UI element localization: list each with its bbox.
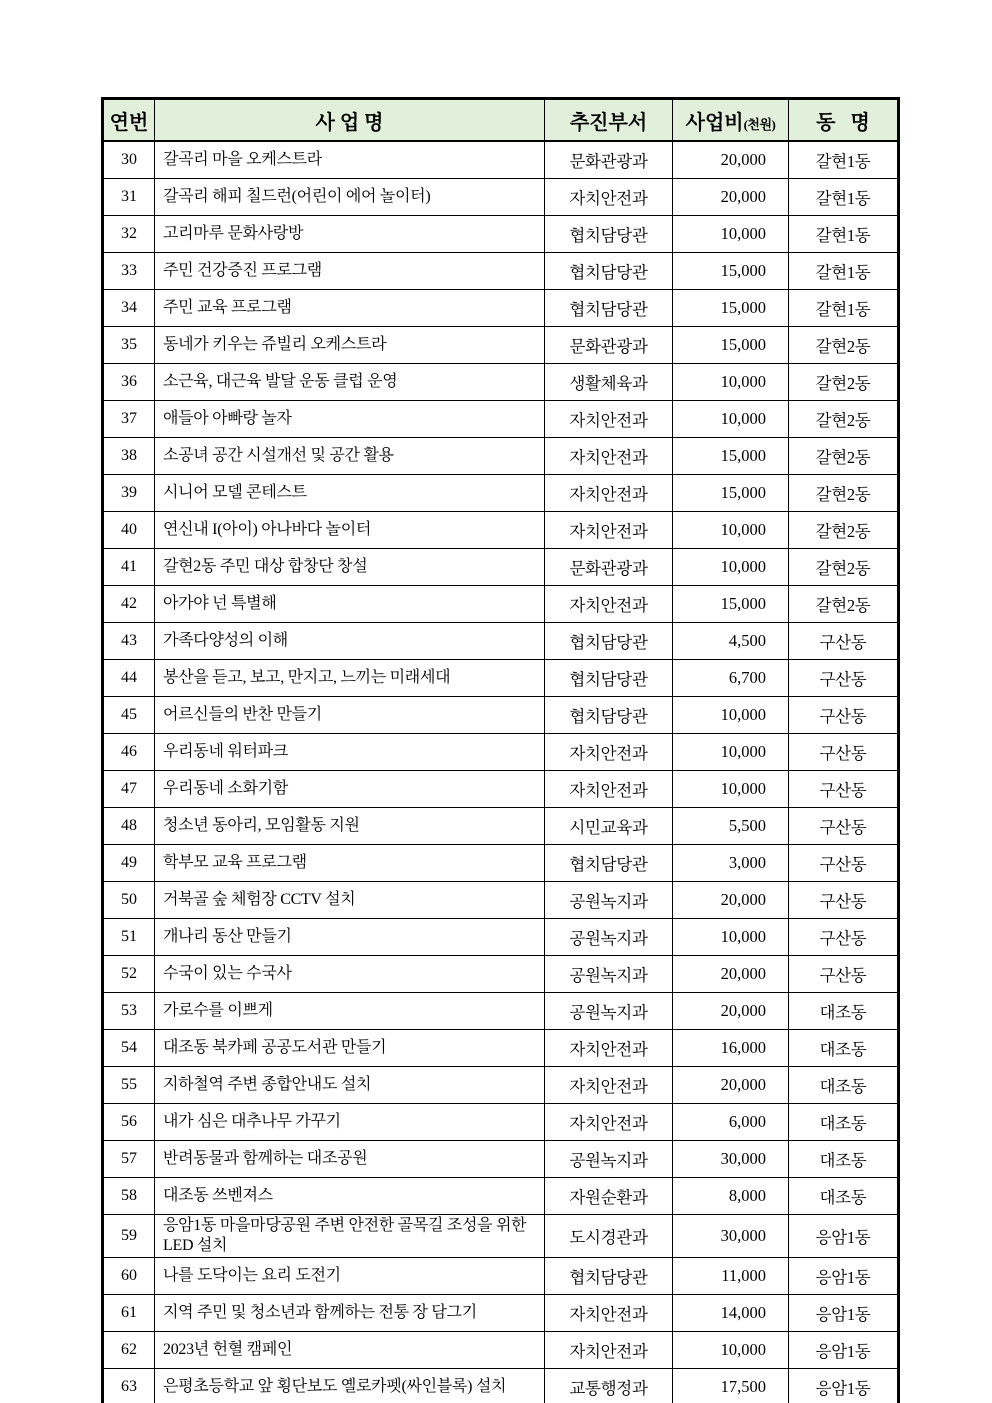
project-name: 가족다양성의 이해 xyxy=(155,623,545,660)
row-number: 51 xyxy=(103,919,155,956)
district-name: 갈현2동 xyxy=(789,586,899,623)
table-row xyxy=(103,512,899,549)
project-name: 개나리 동산 만들기 xyxy=(155,919,545,956)
budget-amount: 14,000 xyxy=(673,1295,789,1332)
district-name: 갈현2동 xyxy=(789,549,899,586)
table-row xyxy=(103,216,899,253)
row-number: 41 xyxy=(103,549,155,586)
department-name: 협치담당관 xyxy=(545,660,673,697)
district-name: 갈현1동 xyxy=(789,216,899,253)
district-name: 구산동 xyxy=(789,808,899,845)
district-name: 구산동 xyxy=(789,660,899,697)
table-row xyxy=(103,845,899,882)
table-row xyxy=(103,438,899,475)
district-name: 응암1동 xyxy=(789,1215,899,1258)
row-number: 59 xyxy=(103,1215,155,1258)
budget-amount: 15,000 xyxy=(673,586,789,623)
table-header xyxy=(103,99,899,142)
project-name: 가로수를 이쁘게 xyxy=(155,993,545,1030)
row-number: 35 xyxy=(103,327,155,364)
row-number: 62 xyxy=(103,1332,155,1369)
department-name: 협치담당관 xyxy=(545,623,673,660)
district-name: 대조동 xyxy=(789,1178,899,1215)
department-name: 자치안전과 xyxy=(545,1104,673,1141)
budget-amount: 11,000 xyxy=(673,1258,789,1295)
project-name: 주민 교육 프로그램 xyxy=(155,290,545,327)
row-number: 52 xyxy=(103,956,155,993)
table-row xyxy=(103,697,899,734)
table-row xyxy=(103,327,899,364)
budget-amount: 15,000 xyxy=(673,438,789,475)
district-name: 대조동 xyxy=(789,1141,899,1178)
project-name: 갈곡리 해피 칠드런(어린이 에어 놀이터) xyxy=(155,179,545,216)
department-name: 협치담당관 xyxy=(545,290,673,327)
department-name: 자치안전과 xyxy=(545,1067,673,1104)
row-number: 43 xyxy=(103,623,155,660)
project-name: 은평초등학교 앞 횡단보도 옐로카펫(싸인블록) 설치 xyxy=(155,1369,545,1403)
project-name: 고리마루 문화사랑방 xyxy=(155,216,545,253)
budget-amount: 10,000 xyxy=(673,919,789,956)
district-name: 구산동 xyxy=(789,623,899,660)
row-number: 37 xyxy=(103,401,155,438)
department-name: 자치안전과 xyxy=(545,771,673,808)
department-name: 자치안전과 xyxy=(545,512,673,549)
table-row xyxy=(103,808,899,845)
department-name: 협치담당관 xyxy=(545,216,673,253)
district-name: 대조동 xyxy=(789,1104,899,1141)
budget-amount: 10,000 xyxy=(673,771,789,808)
project-name: 지하철역 주변 종합안내도 설치 xyxy=(155,1067,545,1104)
project-name: 애들아 아빠랑 놀자 xyxy=(155,401,545,438)
project-name: 우리동네 워터파크 xyxy=(155,734,545,771)
project-name: 갈곡리 마을 오케스트라 xyxy=(155,141,545,179)
table-row xyxy=(103,734,899,771)
project-name: 주민 건강증진 프로그램 xyxy=(155,253,545,290)
department-name: 자치안전과 xyxy=(545,1030,673,1067)
project-name: 봉산을 듣고, 보고, 만지고, 느끼는 미래세대 xyxy=(155,660,545,697)
row-number: 34 xyxy=(103,290,155,327)
table-row xyxy=(103,1178,899,1215)
department-name: 생활체육과 xyxy=(545,364,673,401)
budget-amount: 10,000 xyxy=(673,364,789,401)
department-name: 공원녹지과 xyxy=(545,1141,673,1178)
col-header-department-label: 추진부서 xyxy=(569,111,648,134)
district-name: 갈현1동 xyxy=(789,253,899,290)
row-number: 39 xyxy=(103,475,155,512)
col-header-no-label: 연번 xyxy=(109,111,149,134)
row-number: 57 xyxy=(103,1141,155,1178)
budget-amount: 17,500 xyxy=(673,1369,789,1403)
row-number: 56 xyxy=(103,1104,155,1141)
row-number: 54 xyxy=(103,1030,155,1067)
project-name: 거북골 숲 체험장 CCTV 설치 xyxy=(155,882,545,919)
budget-amount: 20,000 xyxy=(673,993,789,1030)
col-header-district xyxy=(789,99,899,142)
table-row xyxy=(103,956,899,993)
row-number: 53 xyxy=(103,993,155,1030)
table-row xyxy=(103,1215,899,1258)
project-name: 소근육, 대근육 발달 운동 클럽 운영 xyxy=(155,364,545,401)
district-name: 응암1동 xyxy=(789,1258,899,1295)
row-number: 60 xyxy=(103,1258,155,1295)
row-number: 38 xyxy=(103,438,155,475)
department-name: 자치안전과 xyxy=(545,475,673,512)
row-number: 63 xyxy=(103,1369,155,1403)
district-name: 갈현2동 xyxy=(789,401,899,438)
table-row xyxy=(103,586,899,623)
table-row xyxy=(103,1369,899,1403)
budget-amount: 5,500 xyxy=(673,808,789,845)
table-row xyxy=(103,364,899,401)
project-name: 연신내 I(아이) 아나바다 놀이터 xyxy=(155,512,545,549)
department-name: 공원녹지과 xyxy=(545,919,673,956)
row-number: 40 xyxy=(103,512,155,549)
table-row xyxy=(103,919,899,956)
project-name: 소공녀 공간 시설개선 및 공간 활용 xyxy=(155,438,545,475)
table-row xyxy=(103,253,899,290)
project-budget-table xyxy=(101,97,900,1403)
project-name: 반려동물과 함께하는 대조공원 xyxy=(155,1141,545,1178)
row-number: 49 xyxy=(103,845,155,882)
project-name: 수국이 있는 수국사 xyxy=(155,956,545,993)
budget-amount: 16,000 xyxy=(673,1030,789,1067)
row-number: 36 xyxy=(103,364,155,401)
budget-amount: 10,000 xyxy=(673,1332,789,1369)
district-name: 갈현2동 xyxy=(789,438,899,475)
row-number: 55 xyxy=(103,1067,155,1104)
department-name: 자치안전과 xyxy=(545,586,673,623)
table-row xyxy=(103,141,899,179)
district-name: 구산동 xyxy=(789,697,899,734)
project-name: 우리동네 소화기함 xyxy=(155,771,545,808)
project-name: 학부모 교육 프로그램 xyxy=(155,845,545,882)
table-row xyxy=(103,1141,899,1178)
district-name: 구산동 xyxy=(789,882,899,919)
col-header-budget-unit: (천원) xyxy=(743,116,776,132)
row-number: 48 xyxy=(103,808,155,845)
district-name: 응암1동 xyxy=(789,1369,899,1403)
budget-amount: 15,000 xyxy=(673,475,789,512)
row-number: 33 xyxy=(103,253,155,290)
department-name: 자치안전과 xyxy=(545,734,673,771)
budget-amount: 6,700 xyxy=(673,660,789,697)
district-name: 구산동 xyxy=(789,734,899,771)
department-name: 공원녹지과 xyxy=(545,956,673,993)
project-name: 나를 도닥이는 요리 도전기 xyxy=(155,1258,545,1295)
table-row xyxy=(103,1030,899,1067)
project-name: 동네가 키우는 쥬빌리 오케스트라 xyxy=(155,327,545,364)
budget-amount: 3,000 xyxy=(673,845,789,882)
district-name: 갈현2동 xyxy=(789,512,899,549)
table-row xyxy=(103,882,899,919)
budget-amount: 6,000 xyxy=(673,1104,789,1141)
district-name: 갈현1동 xyxy=(789,179,899,216)
project-name: 대조동 북카페 공공도서관 만들기 xyxy=(155,1030,545,1067)
row-number: 32 xyxy=(103,216,155,253)
row-number: 30 xyxy=(103,141,155,179)
col-header-project-name xyxy=(155,99,545,142)
table-row xyxy=(103,549,899,586)
district-name: 응암1동 xyxy=(789,1332,899,1369)
budget-amount: 10,000 xyxy=(673,512,789,549)
department-name: 도시경관과 xyxy=(545,1215,673,1258)
department-name: 문화관광과 xyxy=(545,327,673,364)
budget-amount: 15,000 xyxy=(673,290,789,327)
district-name: 대조동 xyxy=(789,1030,899,1067)
col-header-budget-label: 사업비 xyxy=(685,111,744,134)
department-name: 협치담당관 xyxy=(545,845,673,882)
project-name: 응암1동 마을마당공원 주변 안전한 골목길 조성을 위한 LED 설치 xyxy=(155,1215,545,1258)
project-name: 대조동 쓰벤져스 xyxy=(155,1178,545,1215)
department-name: 자치안전과 xyxy=(545,179,673,216)
budget-amount: 30,000 xyxy=(673,1141,789,1178)
budget-amount: 8,000 xyxy=(673,1178,789,1215)
district-name: 갈현2동 xyxy=(789,327,899,364)
district-name: 갈현2동 xyxy=(789,475,899,512)
row-number: 58 xyxy=(103,1178,155,1215)
row-number: 47 xyxy=(103,771,155,808)
department-name: 자치안전과 xyxy=(545,1332,673,1369)
district-name: 구산동 xyxy=(789,771,899,808)
department-name: 협치담당관 xyxy=(545,697,673,734)
department-name: 문화관광과 xyxy=(545,141,673,179)
table-row xyxy=(103,1332,899,1369)
budget-amount: 10,000 xyxy=(673,549,789,586)
budget-amount: 10,000 xyxy=(673,216,789,253)
table-row xyxy=(103,179,899,216)
department-name: 협치담당관 xyxy=(545,253,673,290)
budget-amount: 20,000 xyxy=(673,1067,789,1104)
table-row xyxy=(103,1104,899,1141)
budget-amount: 20,000 xyxy=(673,882,789,919)
project-name: 내가 심은 대추나무 가꾸기 xyxy=(155,1104,545,1141)
department-name: 자치안전과 xyxy=(545,438,673,475)
budget-amount: 15,000 xyxy=(673,327,789,364)
table-header-row xyxy=(103,99,899,142)
department-name: 문화관광과 xyxy=(545,549,673,586)
district-name: 구산동 xyxy=(789,956,899,993)
department-name: 공원녹지과 xyxy=(545,993,673,1030)
department-name: 협치담당관 xyxy=(545,1258,673,1295)
district-name: 갈현2동 xyxy=(789,364,899,401)
col-header-department xyxy=(545,99,673,142)
district-name: 갈현1동 xyxy=(789,290,899,327)
col-header-district-label: 동 명 xyxy=(816,111,870,134)
row-number: 61 xyxy=(103,1295,155,1332)
project-name: 어르신들의 반찬 만들기 xyxy=(155,697,545,734)
table-row xyxy=(103,290,899,327)
department-name: 자원순환과 xyxy=(545,1178,673,1215)
district-name: 대조동 xyxy=(789,1067,899,1104)
budget-amount: 10,000 xyxy=(673,697,789,734)
project-name: 시니어 모델 콘테스트 xyxy=(155,475,545,512)
budget-amount: 20,000 xyxy=(673,956,789,993)
project-name: 지역 주민 및 청소년과 함께하는 전통 장 담그기 xyxy=(155,1295,545,1332)
col-header-no xyxy=(103,99,155,142)
row-number: 31 xyxy=(103,179,155,216)
budget-amount: 4,500 xyxy=(673,623,789,660)
row-number: 42 xyxy=(103,586,155,623)
district-name: 구산동 xyxy=(789,919,899,956)
table-body xyxy=(103,141,899,1403)
table-row xyxy=(103,623,899,660)
district-name: 대조동 xyxy=(789,993,899,1030)
table-row xyxy=(103,771,899,808)
table-row xyxy=(103,1295,899,1332)
budget-amount: 15,000 xyxy=(673,253,789,290)
department-name: 교통행정과 xyxy=(545,1369,673,1403)
table-row xyxy=(103,993,899,1030)
row-number: 45 xyxy=(103,697,155,734)
col-header-budget xyxy=(673,99,789,142)
table-row xyxy=(103,475,899,512)
col-header-project-name-label: 사 업 명 xyxy=(315,111,384,134)
department-name: 공원녹지과 xyxy=(545,882,673,919)
table-row xyxy=(103,660,899,697)
budget-amount: 30,000 xyxy=(673,1215,789,1258)
project-name: 아가야 넌 특별해 xyxy=(155,586,545,623)
department-name: 자치안전과 xyxy=(545,1295,673,1332)
row-number: 46 xyxy=(103,734,155,771)
budget-amount: 20,000 xyxy=(673,141,789,179)
row-number: 50 xyxy=(103,882,155,919)
table-row xyxy=(103,1067,899,1104)
district-name: 응암1동 xyxy=(789,1295,899,1332)
table-row xyxy=(103,401,899,438)
district-name: 갈현1동 xyxy=(789,141,899,179)
project-name: 갈현2동 주민 대상 합창단 창설 xyxy=(155,549,545,586)
project-name: 청소년 동아리, 모임활동 지원 xyxy=(155,808,545,845)
district-name: 구산동 xyxy=(789,845,899,882)
row-number: 44 xyxy=(103,660,155,697)
department-name: 자치안전과 xyxy=(545,401,673,438)
budget-amount: 10,000 xyxy=(673,734,789,771)
budget-amount: 20,000 xyxy=(673,179,789,216)
budget-amount: 10,000 xyxy=(673,401,789,438)
table-row xyxy=(103,1258,899,1295)
department-name: 시민교육과 xyxy=(545,808,673,845)
project-name: 2023년 헌혈 캠페인 xyxy=(155,1332,545,1369)
